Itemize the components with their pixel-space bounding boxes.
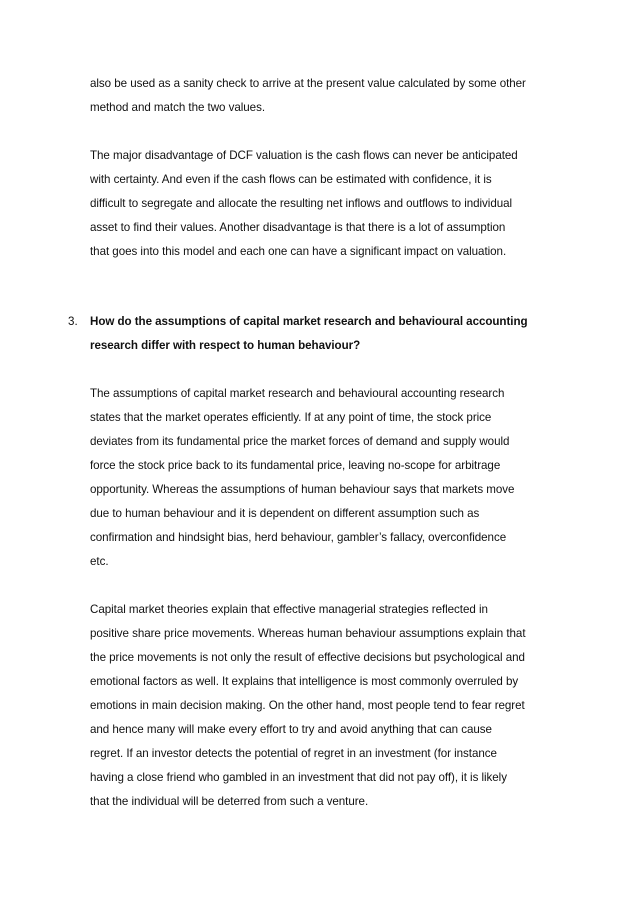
text-line: due to human behaviour and it is dependent on different assumption such as: [90, 507, 480, 520]
question-heading: research differ with respect to human behaviour?: [90, 339, 361, 352]
text-line: the price movements is not only the result of effective decisions but psychological and: [90, 651, 525, 664]
text-line: Capital market theories explain that effective managerial strategies reflected in: [90, 603, 488, 616]
text-line: states that the market operates efficiently. If at any point of time, the stock price: [90, 411, 492, 424]
text-line: etc.: [90, 555, 109, 568]
text-line: The major disadvantage of DCF valuation is the cash flows can never be anticipated: [90, 149, 518, 162]
text-line: that goes into this model and each one can have a significant impact on valuation.: [90, 245, 507, 258]
text-line: asset to find their values. Another disadvantage is that there is a lot of assumption: [90, 221, 506, 234]
text-line: method and match the two values.: [90, 101, 265, 114]
text-line: that the individual will be deterred from such a venture.: [90, 795, 369, 808]
text-line: having a close friend who gambled in an investment that did not pay off), it is likely: [90, 771, 507, 784]
text-line: opportunity. Whereas the assumptions of human behaviour says that markets move: [90, 483, 515, 496]
text-line: force the stock price back to its fundamental price, leaving no-scope for arbitrage: [90, 459, 501, 472]
text-line: with certainty. And even if the cash flows can be estimated with confidence, it is: [90, 173, 492, 186]
text-line: also be used as a sanity check to arrive at the present value calculated by some other: [90, 77, 526, 90]
text-line: positive share price movements. Whereas human behaviour assumptions explain that: [90, 627, 526, 640]
text-line: regret. If an investor detects the potential of regret in an investment (for instance: [90, 747, 497, 760]
text-line: The assumptions of capital market research and behavioural accounting research: [90, 387, 505, 400]
text-line: difficult to segregate and allocate the resulting net inflows and outflows to individual: [90, 197, 513, 210]
text-line: emotions in main decision making. On the other hand, most people tend to fear regret: [90, 699, 525, 712]
text-line: deviates from its fundamental price the market forces of demand and supply would: [90, 435, 510, 448]
text-line: confirmation and hindsight bias, herd behaviour, gambler’s fallacy, overconfidence: [90, 531, 507, 544]
text-line: and hence many will make every effort to try and avoid anything that can cause: [90, 723, 492, 736]
text-line: emotional factors as well. It explains that intelligence is most commonly overruled by: [90, 675, 519, 688]
question-number: 3.: [68, 315, 78, 328]
question-heading: How do the assumptions of capital market research and behavioural accounting: [90, 315, 528, 328]
